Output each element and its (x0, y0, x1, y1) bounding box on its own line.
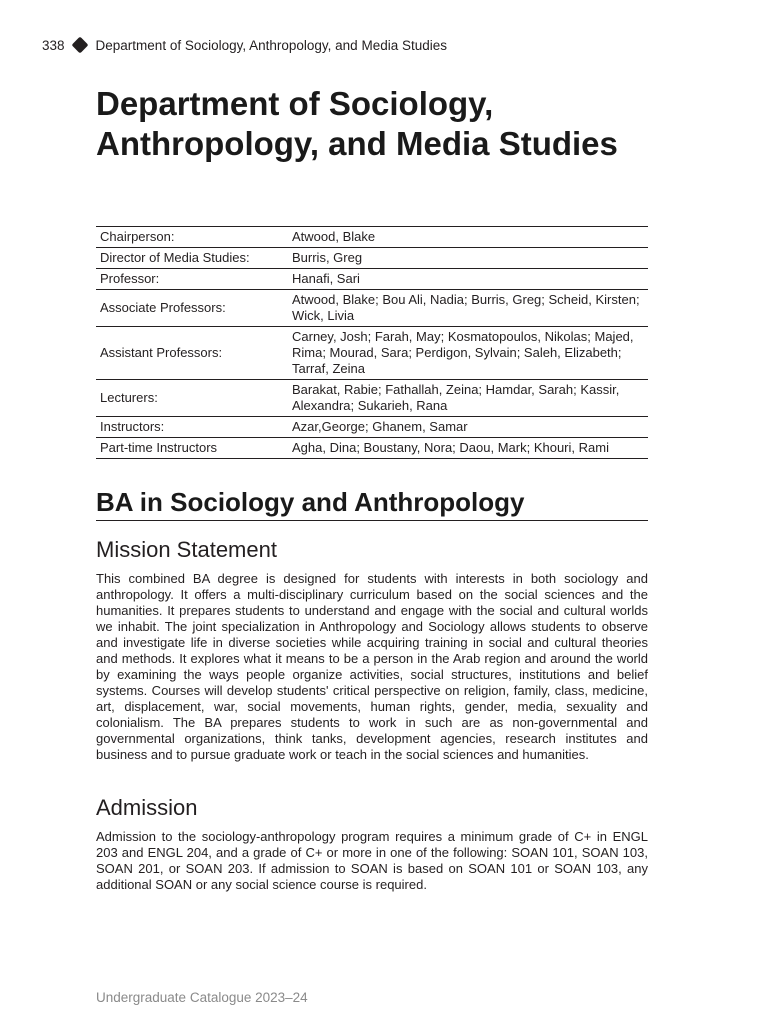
diamond-icon (71, 37, 88, 54)
table-row (96, 438, 648, 459)
admission-paragraph: Admission to the sociology-anthropology program requires a minimum grade of C+ in ENGL 203 and ENGL 204, and a grade of C+ or more in one of the following: SOAN 101, SOAN 103, SOAN 201, or SOAN 203. If admission to SOAN is based on SOAN 101 or SOAN 103, any additional SOAN or any social science course is required. (96, 829, 648, 892)
table-row (96, 227, 648, 248)
faculty-names: Atwood, Blake (288, 227, 648, 248)
faculty-names: Atwood, Blake; Bou Ali, Nadia; Burris, Greg; Scheid, Kirsten; Wick, Livia (288, 290, 648, 327)
faculty-names: Agha, Dina; Boustany, Nora; Daou, Mark; Khouri, Rami (288, 438, 648, 459)
table-row (96, 380, 648, 417)
table-row (96, 269, 648, 290)
page-title: Department of Sociology, Anthropology, and Media Studies (96, 85, 618, 162)
faculty-role: Associate Professors: (96, 290, 288, 327)
page-number: 338 (42, 37, 65, 53)
admission-heading: Admission (96, 795, 198, 820)
table-row (96, 290, 648, 327)
table-row (96, 327, 648, 380)
faculty-role: Instructors: (96, 417, 288, 438)
table-row (96, 248, 648, 269)
section-title: BA in Sociology and Anthropology (96, 484, 648, 521)
faculty-role: Director of Media Studies: (96, 248, 288, 269)
mission-heading: Mission Statement (96, 537, 277, 562)
faculty-names: Barakat, Rabie; Fathallah, Zeina; Hamdar, Sarah; Kassir, Alexandra; Sukarieh, Rana (288, 380, 648, 417)
faculty-table (96, 226, 648, 459)
footer: Undergraduate Catalogue 2023–24 (96, 990, 308, 1005)
faculty-names: Burris, Greg (288, 248, 648, 269)
running-head-title: Department of Sociology, Anthropology, and Media Studies (95, 37, 447, 53)
faculty-role: Lecturers: (96, 380, 288, 417)
table-row (96, 417, 648, 438)
running-head (42, 36, 447, 54)
faculty-role: Chairperson: (96, 227, 288, 248)
faculty-role: Assistant Professors: (96, 327, 288, 380)
faculty-names: Azar,George; Ghanem, Samar (288, 417, 648, 438)
mission-paragraph: This combined BA degree is designed for students with interests in both sociology and anthropology. It offers a multi-disciplinary curriculum based on the social sciences and the humanities. It prepares students to understand and engage with the social and cultural worlds we inhabit. The joint specialization in Anthropology and Sociology allows students to observe and investigate life in diverse societies while acquiring training in social and cultural theories and methods. It explores what it means to be a person in the Arab region and around the world by examining the ways people organize activities, social structures, institutions and belief systems. Courses will develop students' critical perspective on religion, family, class, medicine, art, displacement, war, social movements, human rights, gender, media, sexuality and colonialism. The BA prepares students to work in such are as non-governmental and governmental organizations, think tanks, development agencies, research institutes and business and to pursue graduate work or teach in the social sciences and humanities. (96, 571, 648, 762)
faculty-names: Carney, Josh; Farah, May; Kosmatopoulos, Nikolas; Majed, Rima; Mourad, Sara; Perdigon, Sylvain; Saleh, Elizabeth; Tarraf, Zeina (288, 327, 648, 380)
faculty-role: Part-time Instructors (96, 438, 288, 459)
faculty-role: Professor: (96, 269, 288, 290)
faculty-names: Hanafi, Sari (288, 269, 648, 290)
